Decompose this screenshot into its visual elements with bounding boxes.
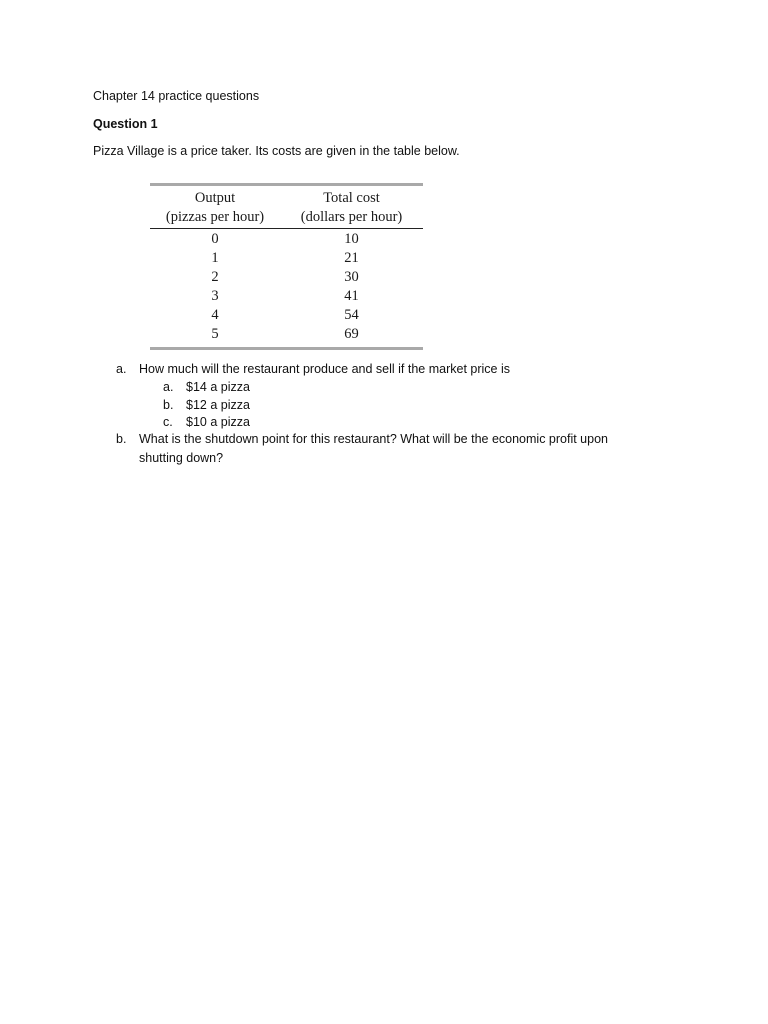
question-b-text-line-1: What is the shutdown point for this restaurant? What will be the economic profit upon [139, 432, 608, 446]
question-a-text: How much will the restaurant produce and sell if the market price is [139, 362, 510, 376]
header-total-cost: Total cost [323, 190, 380, 206]
total-cost-cell: 21 [344, 250, 359, 266]
subitem-c-marker: c. [163, 415, 173, 429]
header-output-unit: (pizzas per hour) [165, 209, 265, 225]
header-output: Output [194, 190, 236, 206]
output-cell: 5 [211, 326, 219, 342]
subitem-a-marker: a. [163, 380, 174, 394]
question-a-marker: a. [116, 362, 127, 376]
subitem-a-text: $14 a pizza [186, 380, 250, 394]
subitem-c-text: $10 a pizza [186, 415, 250, 429]
question-b-text-line-2: shutting down? [139, 451, 224, 465]
table-row [150, 230, 423, 249]
table-row [150, 306, 423, 325]
question-heading: Question 1 [93, 117, 158, 131]
output-cell: 1 [211, 250, 219, 266]
table-row [150, 249, 423, 268]
table-header-row-1 [150, 189, 423, 208]
intro-text: Pizza Village is a price taker. Its costs are given in the table below. [93, 144, 460, 158]
header-total-cost-unit: (dollars per hour) [300, 209, 403, 225]
table-header-row-2 [150, 208, 423, 227]
table-bottom-rule [150, 347, 423, 350]
table-row [150, 325, 423, 344]
output-cell: 4 [211, 307, 219, 323]
cost-table [150, 183, 423, 350]
table-row [150, 287, 423, 306]
total-cost-cell: 10 [344, 231, 359, 247]
total-cost-cell: 30 [344, 269, 359, 285]
document-title: Chapter 14 practice questions [93, 89, 260, 103]
output-cell: 3 [211, 288, 219, 304]
question-b-marker: b. [116, 432, 127, 446]
table-header-rule [150, 228, 423, 229]
output-cell: 0 [211, 231, 219, 247]
output-cell: 2 [211, 269, 219, 285]
table-top-rule [150, 183, 423, 186]
table-row [150, 268, 423, 287]
subitem-b-marker: b. [163, 398, 174, 412]
total-cost-cell: 69 [344, 326, 359, 342]
subitem-b-text: $12 a pizza [186, 398, 250, 412]
total-cost-cell: 54 [344, 307, 359, 323]
total-cost-cell: 41 [344, 288, 359, 304]
